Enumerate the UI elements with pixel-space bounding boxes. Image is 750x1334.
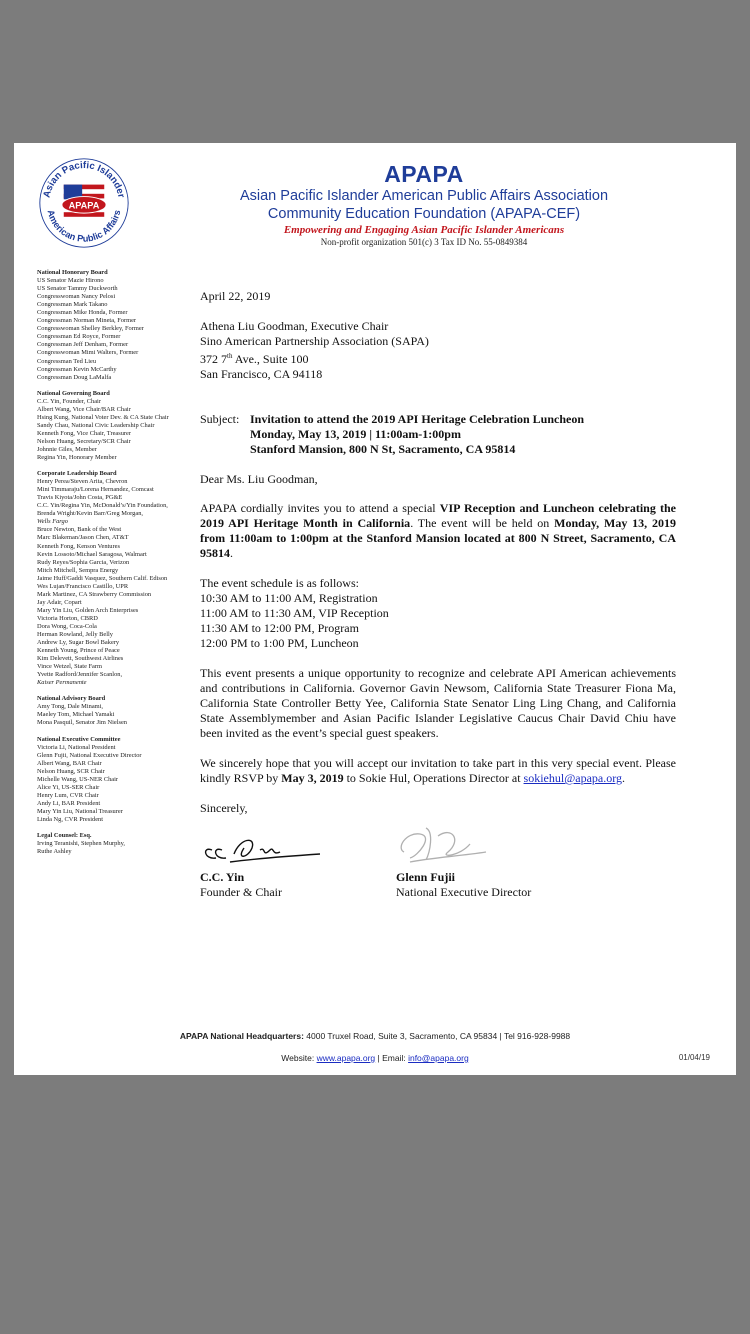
paragraph-speakers: This event presents a unique opportunity to recognize and celebrate API American achievements and contributions in California. Governor Gavin Newsom, California State Treasurer Fiona Ma, California State Controller Betty Yee, California State Senator Ling Ling Chang, and California State Assemblymember and Asian Pacific Islander Legislative Caucus Chair David Chiu have been invited as the event’s special guest speakers. [200,666,676,740]
sidebar-group-heading: Legal Counsel: Esq. [37,832,92,840]
sidebar-member: Andy Li, BAR President [37,799,101,807]
sidebar-member: Sandy Chau, National Civic Leadership Chair [37,421,155,429]
sidebar-member: Dora Wong, Coca-Cola [37,622,97,630]
signer-2: Glenn Fujii National Executive Director [396,870,532,899]
sidebar-member: Andrew Ly, Sugar Bowl Bakery [37,639,120,647]
website-link[interactable]: www.apapa.org [316,1053,376,1063]
signature-cc-yin [200,828,325,868]
sidebar-member: Ruthe Ashley [37,848,72,856]
sidebar-member: Hsing Kung, National Voter Dev. & CA State Chair [37,413,169,421]
sidebar-member: Regina Yin, Honorary Member [37,454,117,462]
svg-text:Asian Pacific Islander: Asian Pacific Islander [41,160,127,199]
subject-block [200,412,676,457]
sidebar-member: Victoria Horton, CBRD [37,614,98,622]
sidebar-member: US Senator Tammy Duckworth [37,285,118,293]
sidebar-member: Yvette Radford/Jennifer Scanlon, [37,671,123,679]
apapa-seal-logo [38,157,130,249]
subject-line: Invitation to attend the 2019 API Heritage Celebration Luncheon [250,412,584,426]
schedule-item: 11:30 AM to 12:00 PM, Program [200,621,359,635]
paragraph-invitation: APAPA cordially invites you to attend a special VIP Reception and Luncheon celebrating the 2019 API Heritage Month in California. The event will be held on Monday, May 13, 2019 from 11:00am to 1:00pm at the Stanford Mansion located at 800 N Street, Sacramento, CA 95814. [200,501,676,560]
letterhead [184,161,664,248]
sidebar-group [37,695,197,727]
sidebar-member: Marc Blakeman/Jason Chen, AT&T [37,534,129,542]
schedule-block [200,576,676,651]
foundation-name: Community Education Foundation (APAPA-CEF) [267,206,581,222]
sidebar-member: Mary Yin Liu, National Treasurer [37,807,123,815]
paragraph-rsvp: We sincerely hope that you will accept our invitation to take part in this very special event. Please kindly RSVP by May 3, 2019 to Sokie Hul, Operations Director at sokiehul@apapa.org. [200,756,676,785]
sidebar-member: Albert Wang, Vice Chair/BAR Chair [37,405,131,413]
schedule-item: 11:00 AM to 11:30 AM, VIP Reception [200,606,389,620]
sidebar-member: Jay Adair, Copart [37,598,82,606]
sidebar-member: Wells Fargo [37,518,68,526]
sidebar-member: Irving Teranishi, Stephen Murphy, [37,840,125,848]
email-link[interactable]: info@apapa.org [408,1053,469,1063]
sidebar-group-heading: National Governing Board [37,389,110,397]
sidebar-member: Brenda Wright/Kevin Barr/Greg Morgan, [37,510,143,518]
sidebar-member: Mini Timmaraju/Lorena Hernandez, Comcast [37,486,154,494]
sidebar-member: Congressman Mark Takano [37,301,108,309]
letter-page [14,143,736,1075]
nonprofit-note: Non-profit organization 501(c) 3 Tax ID No. 55-0849384 [320,237,528,247]
recipient-line: San Francisco, CA 94118 [200,367,323,381]
document-date: 01/04/19 [678,1053,710,1062]
sidebar-member: Henry Lum, CVR Chair [37,791,99,799]
headquarters-footer: APAPA National Headquarters: 4000 Truxel Road, Suite 3, Sacramento, CA 95834 | Tel 916-928-9988 [179,1031,571,1041]
sidebar-member: C.C. Yin, Founder, Chair [37,397,101,405]
letter-body [200,289,676,902]
sidebar-member: Kenneth Fong, Vice Chair, Treasurer [37,429,132,437]
sidebar-member: Kevin Lossoto/Michael Saragosa, Walmart [37,550,147,558]
sidebar-member: Albert Wang, BAR Chair [37,759,102,767]
sidebar-member: Victoria Li, National President [37,743,116,751]
schedule-intro: The event schedule is as follows: [200,576,359,590]
sidebar-member: Congressman Mike Honda, Former [37,309,128,317]
sidebar-group [37,470,197,687]
sidebar-member: C.C. Yin/Regina Yin, McDonald’s/Yin Foundation, [37,502,168,510]
sidebar-member: Kim Delevett, Southwest Airlines [37,655,124,663]
sidebar-member: Henry Perea/Steven Arita, Chevron [37,478,128,486]
sidebar-group [37,736,197,825]
recipient-address [200,319,676,382]
schedule-item: 12:00 PM to 1:00 PM, Luncheon [200,636,359,650]
sidebar-member: Alice Yi, US-SER Chair [37,783,100,791]
tagline: Empowering and Engaging Asian Pacific Islander Americans [283,224,565,236]
sidebar-member: Mona Pasquil, Senator Jim Nielsen [37,719,127,727]
sidebar-member: US Senator Mazie Hirono [37,277,104,285]
sidebar-member: Congressman Norman Mineta, Former [37,317,137,325]
subject-line: Monday, May 13, 2019 | 11:00am-1:00pm [250,427,461,441]
sidebar-member: Congressman Jeff Denham, Former [37,341,129,349]
sidebar-group-heading: National Honorary Board [37,269,108,276]
sidebar-member: Mark Martinez, CA Strawberry Commission [37,590,152,598]
sidebar-member: Vince Wetzel, State Farm [37,663,102,671]
sidebar-member: Maeley Tom, Michael Yamaki [37,711,115,719]
schedule-item: 10:30 AM to 11:00 AM, Registration [200,591,378,605]
sidebar-member: Congresswoman Shelley Berkley, Former [37,325,144,333]
sidebar-member: Travis Kiyota/John Costa, PG&E [37,494,123,502]
sidebar-member: Linda Ng, CVR President [37,816,104,823]
sidebar-member: Amy Tong, Dale Minami, [37,703,103,711]
sidebar-member: Congressman Doug LaMalfa [37,373,112,381]
seal-center-text: APAPA [68,200,100,211]
sidebar-group-heading: National Advisory Board [37,695,106,703]
sidebar-member: Kaiser Permanente [37,679,87,687]
sidebar-member: Nelson Huang, SCR Chair [37,767,105,775]
sidebar-group-heading: Corporate Leadership Board [37,470,117,478]
sidebar-member: Glenn Fujii, National Executive Director [37,751,142,759]
sidebar-member: Congressman Kevin McCarthy [37,365,117,373]
rsvp-email-link[interactable]: sokiehul@apapa.org [523,771,623,785]
sidebar-member: Herman Rowland, Jelly Belly [37,631,113,639]
sidebar-member: Michelle Wang, US-NER Chair [37,775,119,783]
salutation: Dear Ms. Liu Goodman, [200,472,318,486]
sidebar-member: Bruce Newton, Bank of the West [37,526,122,534]
recipient-line: Athena Liu Goodman, Executive Chair [200,319,389,333]
recipient-line: 372 7th Ave., Suite 100 [200,352,309,366]
sidebar-member: Rudy Reyes/Sophia Garcia, Verizon [37,558,130,566]
org-acronym: APAPA [384,161,464,187]
board-sidebar [37,269,197,864]
sidebar-member: Kenneth Young, Prince of Peace [37,647,120,655]
recipient-line: Sino American Partnership Association (SAPA) [200,334,429,348]
sidebar-group [37,269,197,382]
signature-glenn-fujii [390,822,500,864]
sidebar-member: Congresswoman Nancy Pelosi [37,293,116,301]
sidebar-member: Wes Lujan/Francisco Castillo, UPR [37,582,129,590]
signer-1: C.C. Yin Founder & Chair [200,870,282,899]
signatures [200,820,676,902]
sidebar-group [37,390,197,462]
subject-line: Stanford Mansion, 800 N St, Sacramento, CA 95814 [250,442,516,456]
sidebar-member: Nelson Huang, Secretary/SCR Chair [37,437,131,445]
subject-label: Subject: [200,412,240,426]
contact-footer: Website: www.apapa.org | Email: info@apapa.org [281,1053,469,1063]
sidebar-member: Johnnie Giles, Member [37,445,97,453]
sidebar-member: Jaime Huff/Gaddi Vasquez, Southern Calif. Edison [37,574,168,582]
org-name: Asian Pacific Islander American Public Affairs Association [239,188,609,204]
sidebar-member: Kenneth Fong, Kenson Ventures [37,542,120,550]
sidebar-member: Congresswoman Mimi Walters, Former [37,349,139,357]
letter-date: April 22, 2019 [200,289,271,303]
sidebar-group [37,832,197,856]
svg-text:American Public Affairs: American Public Affairs [45,208,123,244]
sidebar-member: Congressman Ted Lieu [37,357,97,365]
closing: Sincerely, [200,801,248,815]
sidebar-member: Mitch Mitchell, Sempra Energy [37,566,119,574]
sidebar-member: Congressman Ed Royce, Former [37,333,121,341]
sidebar-group-heading: National Executive Committee [37,735,121,743]
sidebar-member: Mary Yin Liu, Golden Arch Enterprises [37,606,139,614]
